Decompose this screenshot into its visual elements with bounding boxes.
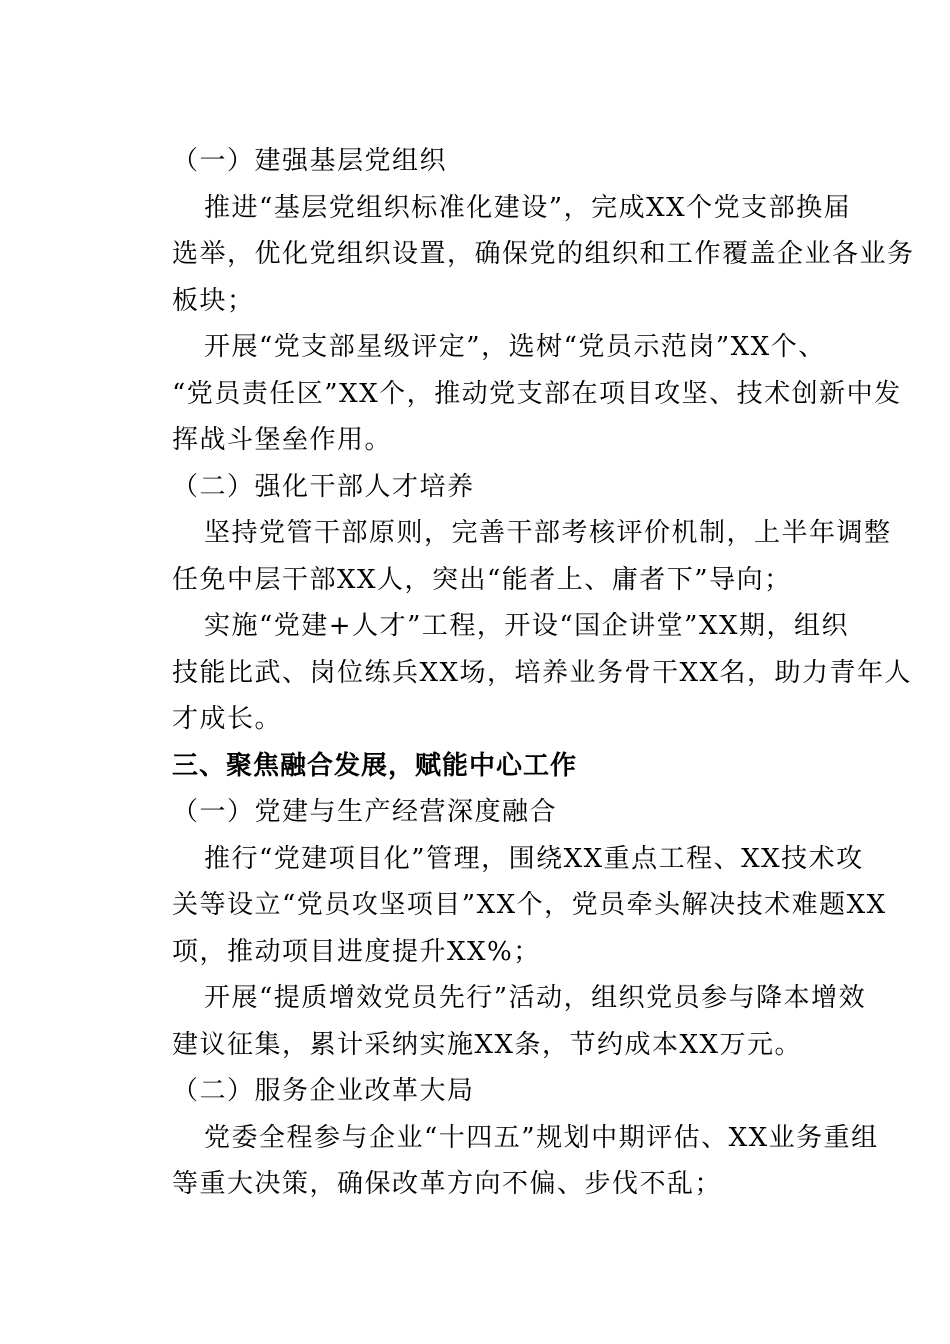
text-line: 项，推动项目进度提升XX%； bbox=[172, 936, 541, 967]
document-body bbox=[140, 138, 915, 1208]
text-line: 推行“党建项目化”管理，围绕XX重点工程、XX技术攻 bbox=[204, 843, 864, 874]
paragraph-standardization bbox=[140, 185, 915, 325]
text-line: 推进“基层党组织标准化建设”，完成XX个党支部换届 bbox=[204, 192, 852, 223]
subheading-2-reform-service: （二）服务企业改革大局 bbox=[172, 1076, 475, 1106]
paragraph-talent-program bbox=[140, 603, 913, 743]
text-line: “党员责任区”XX个，推动党支部在项目攻坚、技术创新中发 bbox=[172, 378, 902, 409]
text-line: 等重大决策，确保改革方向不偏、步伐不乱； bbox=[172, 1169, 723, 1199]
text-line: 关等设立“党员攻坚项目”XX个，党员牵头解决技术难题XX bbox=[172, 890, 887, 920]
text-line: 板块； bbox=[172, 285, 255, 316]
subheading-1-build-party-org: （一）建强基层党组织 bbox=[172, 146, 448, 176]
text-line: 坚持党管干部原则，完善干部考核评价机制，上半年调整 bbox=[204, 518, 892, 548]
text-line: 挥战斗堡垒作用。 bbox=[172, 425, 393, 455]
paragraph-project-management bbox=[140, 836, 887, 976]
text-line: 选举，优化党组织设置，确保党的组织和工作覆盖企业各业务 bbox=[172, 239, 915, 269]
text-line: 技能比武、岗位练兵XX场，培养业务骨干XX名，助力青年人 bbox=[172, 657, 913, 688]
subheading-1-production-integration: （一）党建与生产经营深度融合 bbox=[172, 797, 558, 827]
text-line: 实施“党建+人才”工程，开设“国企讲堂”XX期，组织 bbox=[204, 611, 849, 641]
paragraph-efficiency-activity bbox=[140, 975, 867, 1068]
subheading-2-cadre-talent: （二）强化干部人才培养 bbox=[172, 471, 475, 502]
paragraph-reform-decisions bbox=[140, 1115, 879, 1208]
text-line: 党委全程参与企业“十四五”规划中期评估、XX业务重组 bbox=[204, 1122, 879, 1153]
text-line: 开展“党支部星级评定”，选树“党员示范岗”XX个、 bbox=[204, 332, 826, 362]
section-heading-3-integration: 三、聚焦融合发展，赋能中心工作 bbox=[172, 750, 578, 781]
text-line: 建议征集，累计采纳实施XX条，节约成本XX万元。 bbox=[172, 1029, 803, 1060]
text-line: 才成长。 bbox=[172, 704, 283, 734]
paragraph-star-rating bbox=[140, 324, 902, 464]
text-line: 开展“提质增效党员先行”活动，组织党员参与降本增效 bbox=[204, 983, 867, 1013]
text-line: 任免中层干部XX人，突出“能者上、庸者下”导向； bbox=[172, 564, 792, 595]
paragraph-cadre-management bbox=[140, 510, 892, 603]
